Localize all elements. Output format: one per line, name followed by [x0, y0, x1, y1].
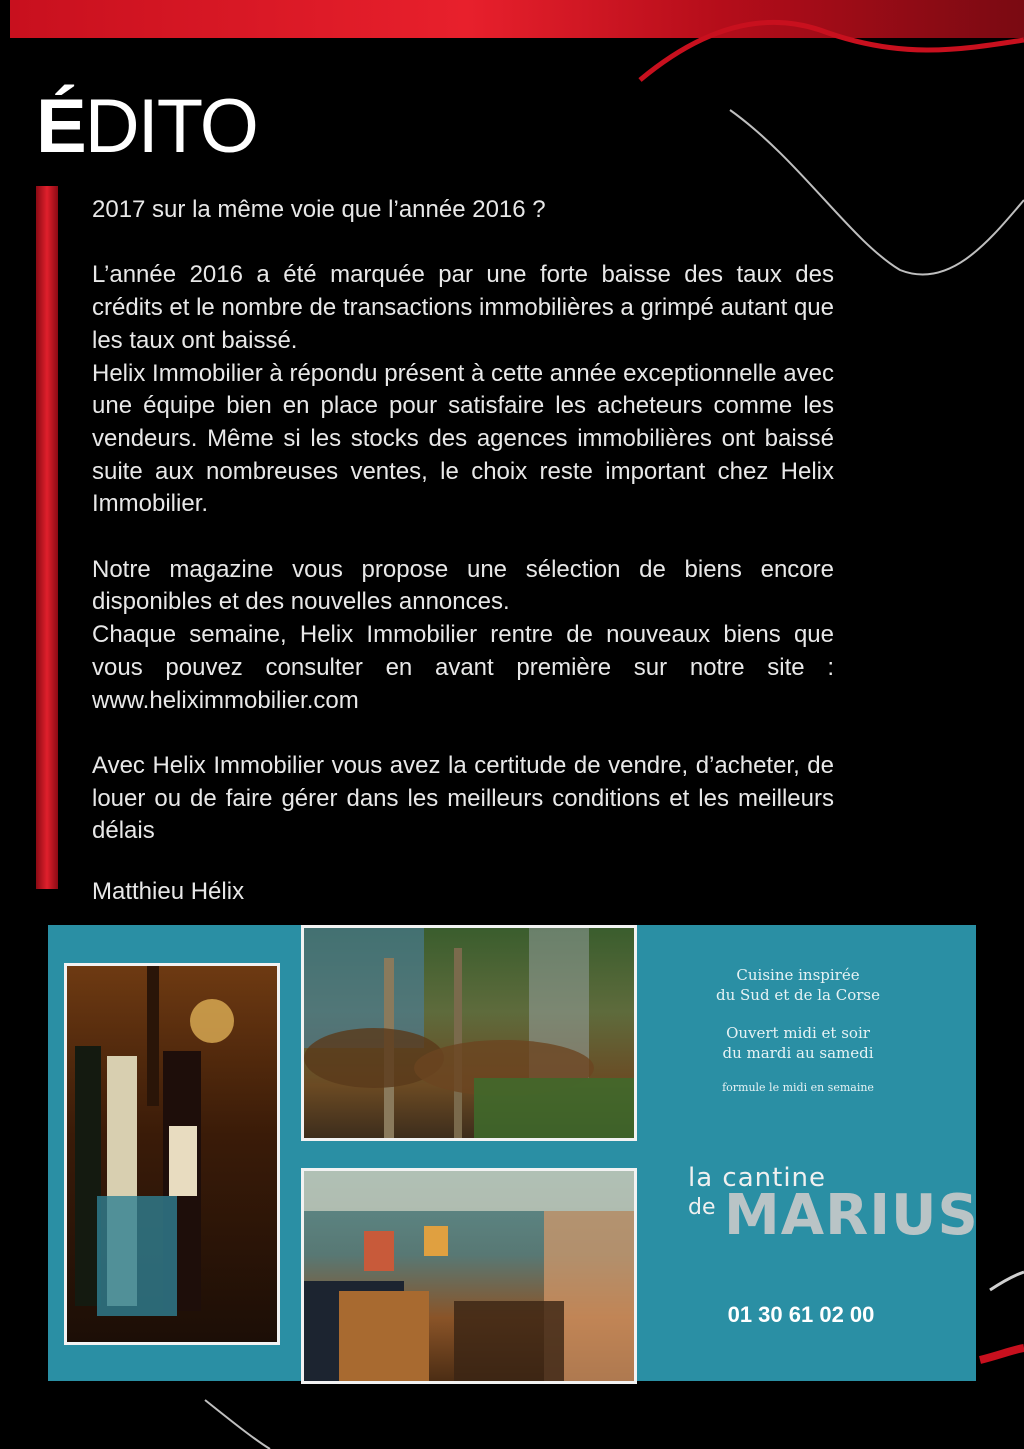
hours-line: du mardi au samedi	[722, 1044, 874, 1062]
terrace-photo	[301, 925, 637, 1141]
edito-paragraph: Chaque semaine, Helix Immobilier rentre de nouveaux biens que vous pouvez consulter en avant première sur notre site : www.heliximmobilier.com	[92, 621, 834, 714]
cuisine-line: Cuisine inspirée	[736, 966, 860, 984]
edito-paragraph: Avec Helix Immobilier vous avez la certitude de vendre, d’acheter, de louer ou de faire gérer dans les meilleurs conditions et les meilleurs délais	[92, 751, 834, 845]
logo-marius: MARIUS	[724, 1183, 979, 1248]
restaurant-info	[678, 965, 918, 1094]
formula-note: formule le midi en semaine	[722, 1081, 874, 1094]
edito-text	[92, 194, 834, 848]
cuisine-line: du Sud et de la Corse	[715, 986, 881, 1004]
edito-question: 2017 sur la même voie que l’année 2016 ?	[92, 196, 546, 223]
logo-la-cantine: la cantine	[688, 1163, 827, 1193]
top-red-banner	[10, 0, 1024, 38]
dining-room-photo	[301, 1168, 637, 1384]
restaurant-logo	[688, 1163, 979, 1248]
signature: Matthieu Hélix	[92, 878, 245, 905]
edito-paragraph: Notre magazine vous propose une sélection de biens encore disponibles et des nouvelles annonces.	[92, 555, 834, 616]
hours-line: Ouvert midi et soir	[726, 1024, 870, 1042]
red-side-bar	[36, 186, 58, 889]
edito-paragraph: L’année 2016 a été marquée par une forte baisse des taux des crédits et le nombre de transactions immobilières a grimpé autant que les taux ont baissé.	[92, 261, 834, 354]
page-title: ÉDITO	[36, 84, 257, 169]
restaurant-ad	[48, 925, 979, 1381]
phone-number: 01 30 61 02 00	[727, 1302, 875, 1327]
edito-paragraph: Helix Immobilier à répondu présent à cette année exceptionnelle avec une équipe bien en place pour satisfaire les acheteurs comme les vendeurs. Même si les stocks des agences immobilières ont baissé suite aux nombreuses ventes, le choix reste important chez Helix Immobilier.	[92, 359, 834, 518]
logo-de: de	[688, 1195, 716, 1220]
wine-bottles-photo	[64, 963, 280, 1345]
